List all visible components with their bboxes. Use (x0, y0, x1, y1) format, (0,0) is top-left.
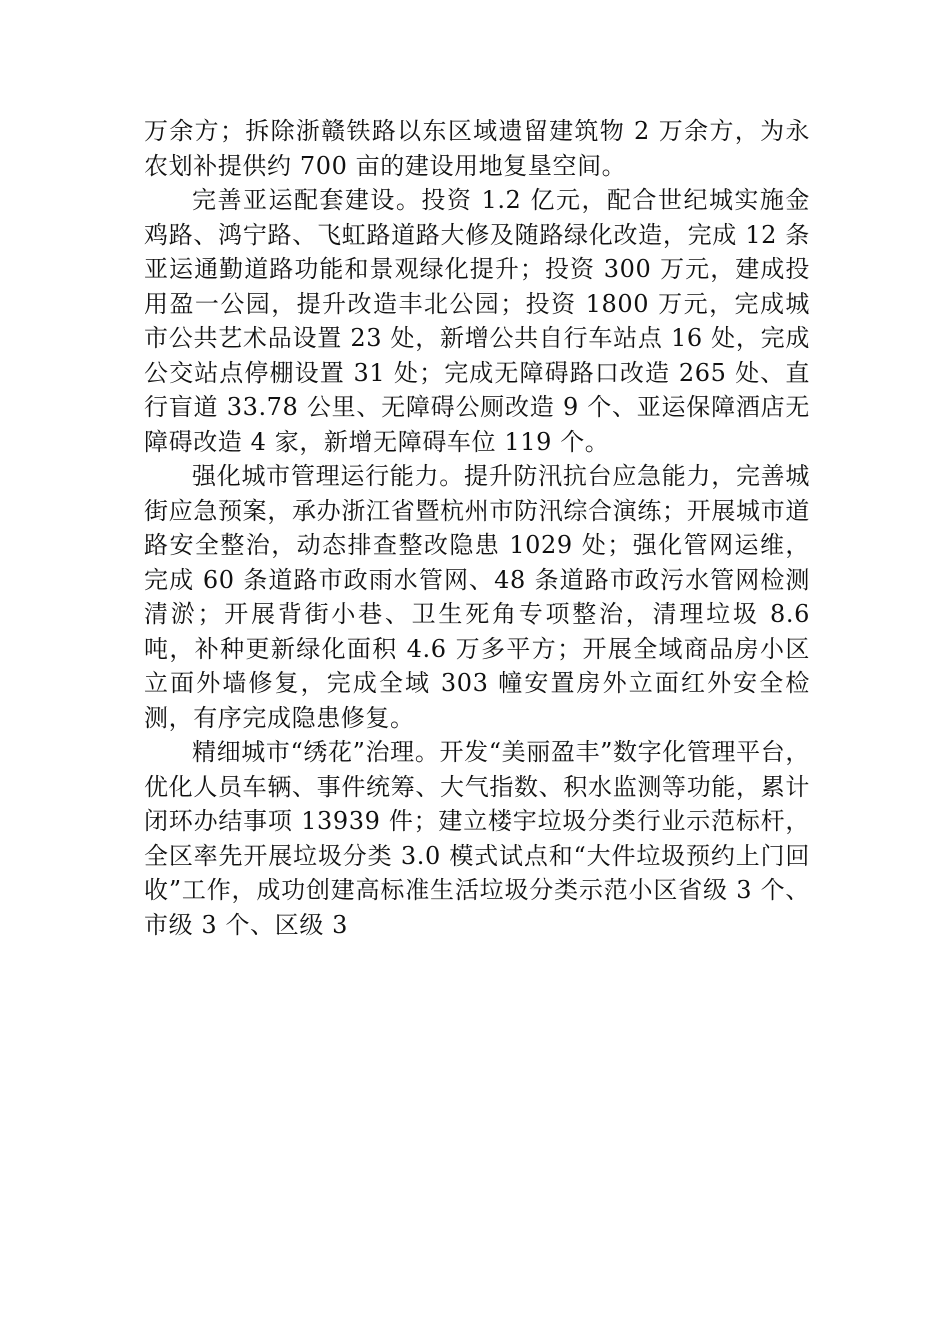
paragraph-demolition-continuation: 万余方；拆除浙赣铁路以东区域遗留建筑物 2 万余方，为永农划补提供约 700 亩的建设用地复垦空间。 (144, 117, 810, 180)
paragraph-city-management-capacity: 强化城市管理运行能力。提升防汛抗台应急能力，完善城街应急预案，承办浙江省暨杭州市防汛综合演练；开展城市道路安全整治，动态排查整改隐患 1029 处；强化管网运维，完成 60 条道路市政雨水管网、48 条道路市政污水管网检测清淤；开展背街小巷、卫生死角专项整治，清理垃圾 8.6 吨，补种更新绿化面积 4.6 万多平方；开展全域商品房小区立面外墙修复，完成全域 303 幢安置房外立面红外安全检测，有序完成隐患修复。 (144, 462, 810, 732)
paragraph-asian-games-construction: 完善亚运配套建设。投资 1.2 亿元，配合世纪城实施金鸡路、鸿宁路、飞虹路道路大修及随路绿化改造，完成 12 条亚运通勤道路功能和景观绿化提升；投资 300 万元，建成投用盈一公园，提升改造丰北公园；投资 1800 万元，完成城市公共艺术品设置 23 处，新增公共自行车站点 16 处，完成公交站点停棚设置 31 处；完成无障碍路口改造 265 处、直行盲道 33.78 公里、无障碍公厕改造 9 个、亚运保障酒店无障碍改造 4 家，新增无障碍车位 119 个。 (144, 186, 810, 456)
document-page (144, 114, 810, 942)
paragraph-fine-governance: 精细城市“绣花”治理。开发“美丽盈丰”数字化管理平台，优化人员车辆、事件统筹、大气指数、积水监测等功能，累计闭环办结事项 13939 件；建立楼宇垃圾分类行业示范标杆，全区率先开展垃圾分类 3.0 模式试点和“大件垃圾预约上门回收”工作，成功创建高标准生活垃圾分类示范小区省级 3 个、市级 3 个、区级 3 (144, 738, 810, 939)
